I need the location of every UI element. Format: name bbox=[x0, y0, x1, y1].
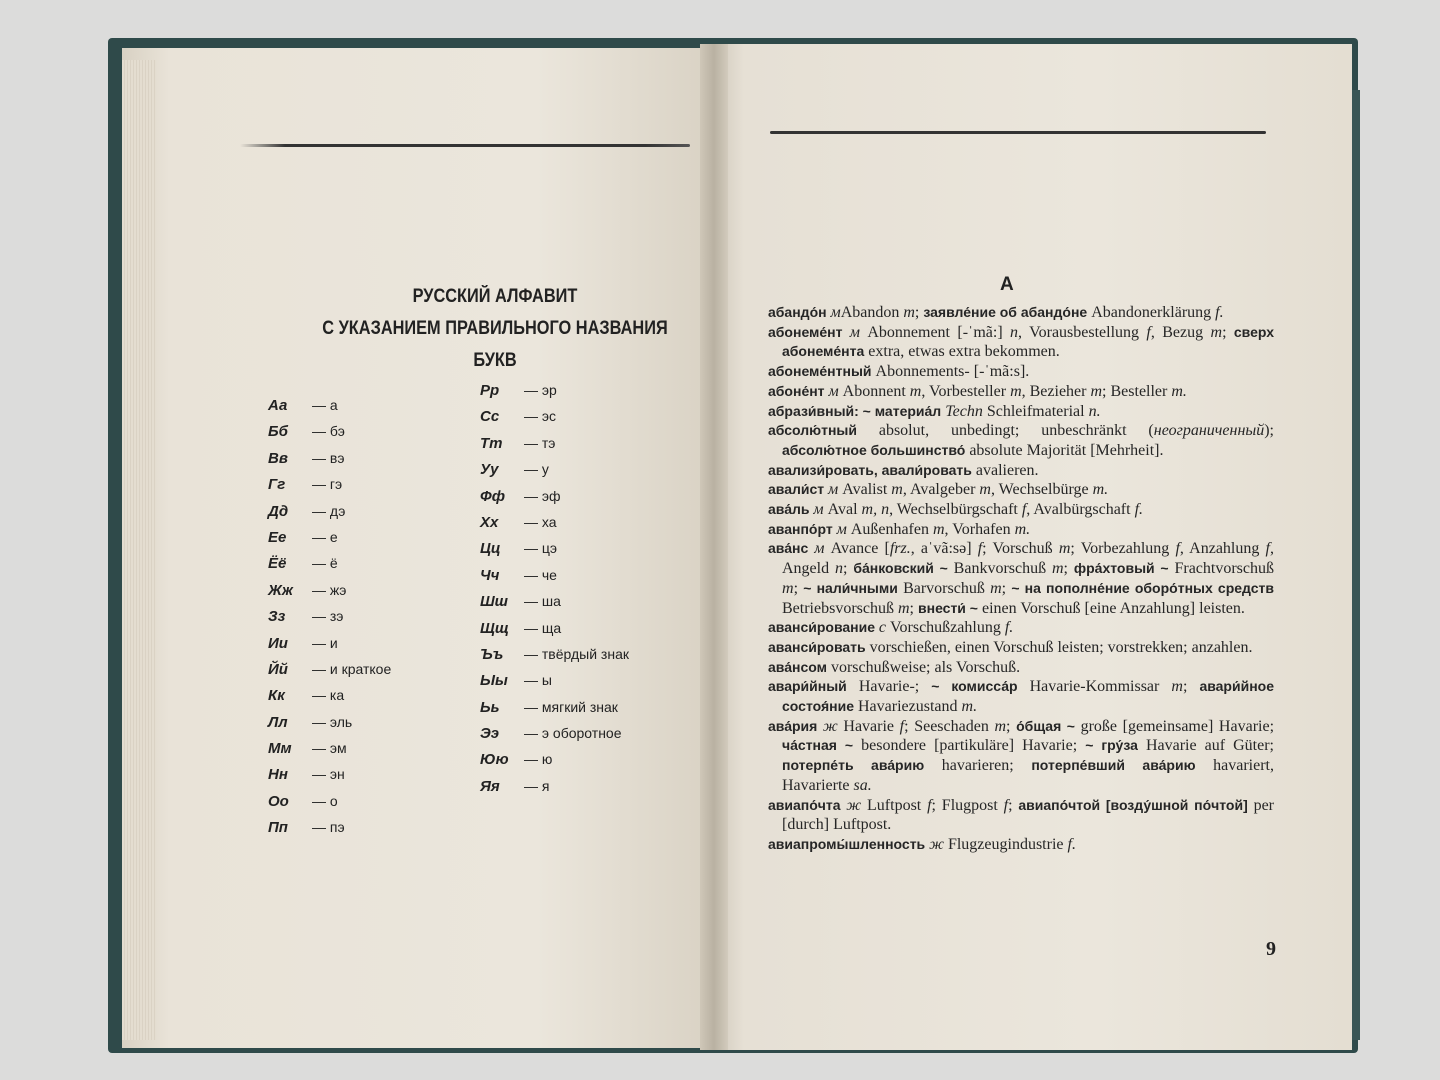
letter-pair: Щщ bbox=[480, 619, 509, 637]
letter-pair: Ыы bbox=[480, 672, 508, 690]
translation: , Vorbesteller bbox=[921, 382, 1011, 400]
letter-pair: Жж bbox=[268, 581, 293, 599]
translation: Abandon bbox=[840, 304, 904, 321]
alphabet-row bbox=[480, 535, 629, 561]
letter-name: — е bbox=[312, 528, 338, 545]
letter-pair: Юю bbox=[480, 751, 509, 769]
translation: , Vorausbestellung bbox=[1018, 323, 1147, 341]
alphabet-row bbox=[268, 524, 391, 550]
dictionary-entry bbox=[768, 480, 1274, 500]
translation: , Bezug bbox=[1150, 323, 1211, 341]
translation: ; Besteller bbox=[1102, 382, 1172, 400]
grammar-note: f bbox=[1265, 540, 1270, 558]
translation: Luftpost bbox=[861, 796, 928, 814]
alphabet-title-line-1: РУССКИЙ АЛФАВИТ bbox=[412, 286, 578, 307]
grammar-note: с bbox=[878, 619, 887, 637]
alphabet-row bbox=[268, 577, 391, 603]
translation: ; Vorbezahlung bbox=[1070, 540, 1176, 558]
alphabet-row bbox=[480, 562, 629, 588]
headword: ава́рия bbox=[768, 717, 823, 734]
grammar-note: m bbox=[1210, 323, 1223, 341]
letter-name: — ха bbox=[524, 513, 557, 530]
grammar-note: f. bbox=[1215, 304, 1224, 321]
letter-pair: Цц bbox=[480, 540, 501, 558]
alphabet-row bbox=[268, 392, 391, 418]
letter-pair: Йй bbox=[268, 660, 288, 678]
grammar-note: f bbox=[977, 540, 983, 558]
headword: потерпе́ть ава́рию bbox=[782, 757, 925, 774]
letter-pair: Мм bbox=[268, 740, 292, 758]
grammar-note: m bbox=[891, 481, 903, 499]
translation: Abonnent bbox=[838, 382, 910, 400]
alphabet-row bbox=[268, 656, 391, 682]
grammar-note: Techn bbox=[941, 402, 983, 420]
letter-name: — а bbox=[312, 397, 338, 413]
translation: Havarie-Kommissar bbox=[1017, 678, 1172, 696]
letter-pair: Ээ bbox=[480, 725, 500, 743]
dictionary-entry bbox=[768, 362, 1274, 382]
letter-name: — э оборотное bbox=[524, 725, 622, 742]
dictionary-entry bbox=[768, 500, 1274, 520]
letter-name: — пэ bbox=[312, 819, 345, 836]
translation: ; bbox=[1182, 678, 1200, 696]
letter-pair: Аа bbox=[268, 397, 288, 414]
grammar-note: m bbox=[897, 599, 910, 617]
dictionary-entry bbox=[768, 618, 1274, 638]
letter-name: — дэ bbox=[312, 502, 346, 519]
alphabet-row bbox=[268, 788, 391, 814]
dictionary-entry bbox=[768, 461, 1274, 481]
headword: ава́нс bbox=[768, 540, 815, 557]
translation: , Avalbürgschaft bbox=[1026, 501, 1135, 519]
alphabet-title-line-2: С УКАЗАНИЕМ ПРАВИЛЬНОГО НАЗВАНИЯ bbox=[322, 318, 668, 339]
letter-name: — бэ bbox=[312, 423, 345, 440]
grammar-note: n bbox=[1010, 323, 1019, 341]
alphabet-column-right bbox=[480, 377, 629, 799]
grammar-note: f bbox=[1175, 540, 1180, 558]
letter-pair: Ъъ bbox=[480, 645, 504, 663]
translation: Betriebsvorschuß bbox=[782, 599, 898, 617]
translation: Bankvorschuß bbox=[947, 560, 1052, 578]
translation: vorschußweise; als Vorschuß. bbox=[826, 658, 1021, 676]
translation: ; bbox=[1063, 560, 1074, 578]
translation: ; Flugpost bbox=[931, 796, 1004, 814]
grammar-note: m bbox=[990, 579, 1002, 597]
grammar-note: ж bbox=[822, 717, 838, 735]
letter-name: — цэ bbox=[524, 540, 558, 557]
headword: абсолю́тное большинство́ bbox=[782, 441, 966, 458]
grammar-note: m bbox=[979, 481, 991, 499]
translation: ; bbox=[1001, 579, 1012, 597]
letter-name: — ща bbox=[524, 619, 562, 636]
dictionary-entry bbox=[768, 323, 1274, 362]
headword: авализи́ровать, авали́ровать bbox=[768, 461, 972, 478]
dictionary-entry bbox=[768, 835, 1274, 855]
translation: ; Vorschuß bbox=[982, 540, 1059, 558]
translation: , Angeld bbox=[782, 540, 1274, 578]
headword: аванси́рование bbox=[768, 619, 879, 636]
grammar-note: m. bbox=[961, 698, 978, 716]
headword: ча́стная ~ bbox=[782, 737, 854, 754]
headword: авиапо́чтой [возду́шной по́чтой] bbox=[1018, 796, 1248, 813]
page-edges bbox=[122, 60, 156, 1040]
left-header-rule bbox=[240, 144, 690, 147]
letter-name: — ё bbox=[312, 555, 338, 572]
translation: , Anzahlung bbox=[1179, 540, 1266, 558]
letter-name: — зэ bbox=[312, 608, 344, 625]
translation: absolut, unbedingt; unbeschränkt ( bbox=[856, 422, 1154, 440]
letter-name: — ю bbox=[524, 751, 553, 768]
grammar-note: f. bbox=[1004, 619, 1014, 637]
translation: Flugzeugindustrie bbox=[943, 835, 1068, 853]
grammar-note: f bbox=[927, 796, 932, 814]
letter-pair: Ее bbox=[268, 528, 287, 546]
letter-pair: Шш bbox=[480, 593, 509, 611]
headword: авари́йный bbox=[768, 678, 847, 695]
dictionary-entry bbox=[768, 796, 1274, 835]
letter-name: — эм bbox=[312, 740, 347, 757]
translation: Avalist bbox=[838, 481, 892, 499]
page-number: 9 bbox=[1266, 938, 1276, 960]
letter-name: — мягкий знак bbox=[524, 698, 618, 715]
translation: Abandonerklärung bbox=[1087, 304, 1216, 321]
translation: ; bbox=[1222, 323, 1234, 341]
alphabet-title-line-3: БУКВ bbox=[473, 350, 517, 371]
translation: Avance [ bbox=[824, 540, 890, 558]
headword: ~ на пополне́ние оборо́тных средств bbox=[1011, 579, 1274, 596]
letter-name: — эр bbox=[524, 382, 557, 398]
headword: ~ нали́чными bbox=[803, 579, 898, 596]
letter-name: — жэ bbox=[312, 581, 347, 598]
alphabet-row bbox=[480, 377, 629, 403]
letter-pair: Зз bbox=[268, 608, 286, 626]
translation: havarieren; bbox=[924, 757, 1032, 775]
letter-pair: Рр bbox=[480, 382, 500, 399]
grammar-note: неограниченный bbox=[1153, 422, 1265, 440]
translation: ; bbox=[1006, 717, 1017, 735]
alphabet-row bbox=[268, 418, 391, 444]
grammar-note: m. bbox=[1171, 382, 1187, 400]
grammar-note: m bbox=[1171, 678, 1183, 696]
letter-name: — гэ bbox=[312, 476, 343, 493]
letter-name: — я bbox=[524, 777, 550, 794]
grammar-note: м bbox=[828, 382, 839, 400]
letter-name: — ы bbox=[524, 672, 552, 689]
headword: сверх абонеме́нта bbox=[782, 323, 1275, 360]
letter-name: — у bbox=[524, 461, 549, 478]
dictionary-entry bbox=[768, 638, 1274, 658]
grammar-note: м bbox=[813, 501, 824, 519]
dictionary-entry bbox=[768, 677, 1274, 716]
grammar-note: m bbox=[1090, 382, 1103, 400]
translation: , Bezieher bbox=[1021, 382, 1091, 400]
alphabet-row bbox=[268, 682, 391, 708]
translation: Havarie-; bbox=[846, 678, 932, 696]
grammar-note: m bbox=[932, 520, 945, 538]
translation: Abonnement [-ˈmã:] bbox=[859, 323, 1011, 341]
grammar-note: m. bbox=[1014, 520, 1031, 538]
letter-name: — эн bbox=[312, 766, 345, 783]
letter-name: — вэ bbox=[312, 449, 345, 466]
letter-pair: Хх bbox=[480, 513, 499, 531]
grammar-note: м bbox=[814, 540, 825, 558]
letter-pair: Сс bbox=[480, 408, 500, 426]
headword: фра́хтовый ~ bbox=[1073, 560, 1169, 577]
translation: ; Seeschaden bbox=[904, 717, 995, 735]
headword: абонеме́нт bbox=[768, 323, 850, 340]
translation: ; bbox=[793, 579, 804, 597]
alphabet-row bbox=[480, 746, 629, 772]
translation: extra, etwas extra bekommen. bbox=[864, 343, 1060, 361]
letter-name: — ша bbox=[524, 593, 561, 610]
alphabet-row bbox=[268, 735, 391, 761]
headword: о́бщая ~ bbox=[1016, 717, 1075, 734]
translation: ; bbox=[914, 304, 924, 321]
letter-pair: Гг bbox=[268, 476, 286, 494]
grammar-note: frz. bbox=[889, 540, 911, 558]
dictionary-entry bbox=[768, 303, 1274, 323]
letter-name: — о bbox=[312, 792, 338, 809]
translation: Außenhafen bbox=[846, 520, 933, 538]
letter-name: — тэ bbox=[524, 434, 556, 451]
translation: avalieren. bbox=[971, 461, 1039, 479]
headword: заявле́ние об абандо́не bbox=[923, 304, 1088, 320]
headword: абсолю́тный bbox=[768, 422, 857, 439]
translation: ; bbox=[842, 560, 854, 578]
grammar-note: m bbox=[1051, 560, 1064, 578]
translation: Aval bbox=[823, 501, 862, 519]
alphabet-row bbox=[268, 445, 391, 471]
headword: авиапромы́шленность bbox=[768, 835, 930, 852]
headword: абрази́вный: ~ материа́л bbox=[768, 402, 942, 419]
letter-pair: Лл bbox=[268, 713, 288, 731]
grammar-note: sa. bbox=[853, 776, 872, 794]
translation: ; bbox=[1008, 796, 1019, 814]
grammar-note: f bbox=[899, 717, 905, 735]
alphabet-row bbox=[268, 709, 391, 735]
alphabet-row bbox=[268, 603, 391, 629]
grammar-note: ж bbox=[846, 796, 862, 814]
dictionary-entry bbox=[768, 520, 1274, 540]
translation: ); bbox=[1264, 422, 1274, 440]
letter-pair: Тт bbox=[480, 434, 503, 452]
translation: , Vorhafen bbox=[944, 520, 1015, 538]
headword: авали́ст bbox=[768, 481, 829, 498]
letter-pair: Нн bbox=[268, 766, 288, 784]
alphabet-row bbox=[480, 509, 629, 535]
alphabet-row bbox=[480, 483, 629, 509]
translation: , aˈvã:sə] bbox=[910, 540, 978, 558]
grammar-note: м bbox=[836, 520, 847, 538]
dictionary-entry bbox=[768, 539, 1274, 618]
headword: внести́ ~ bbox=[918, 599, 978, 616]
headword: аванси́ровать bbox=[768, 638, 866, 655]
translation: ; bbox=[909, 599, 918, 617]
letter-name: — и краткое bbox=[312, 660, 392, 677]
alphabet-row bbox=[480, 588, 629, 614]
letter-pair: Вв bbox=[268, 449, 288, 467]
translation: absolute Majorität [Mehrheit]. bbox=[965, 441, 1164, 459]
grammar-note: м bbox=[830, 304, 841, 321]
grammar-note: f. bbox=[1067, 835, 1076, 853]
grammar-note: m bbox=[903, 304, 915, 321]
grammar-note: m bbox=[909, 382, 922, 400]
letter-pair: Чч bbox=[480, 566, 500, 584]
translation: Havariezustand bbox=[854, 698, 962, 716]
letter-pair: Кк bbox=[268, 687, 285, 705]
alphabet-row bbox=[480, 773, 629, 799]
grammar-note: f bbox=[1021, 501, 1027, 519]
translation: Schleifmaterial bbox=[982, 402, 1089, 420]
translation: Havarie auf Güter; bbox=[1137, 737, 1274, 755]
headword: потерпе́вший ава́рию bbox=[1031, 757, 1196, 774]
headword: абоне́нт bbox=[768, 382, 829, 399]
book-gutter bbox=[700, 44, 728, 1050]
dictionary-entry bbox=[768, 658, 1274, 678]
right-header-rule bbox=[770, 131, 1266, 134]
alphabet-row bbox=[480, 430, 629, 456]
letter-pair: Яя bbox=[480, 777, 500, 795]
headword: ба́нковский ~ bbox=[853, 560, 948, 577]
translation: Vorschußzahlung bbox=[886, 619, 1005, 637]
letter-pair: Оо bbox=[268, 792, 289, 810]
letter-name: — и bbox=[312, 634, 338, 651]
grammar-note: f. bbox=[1134, 501, 1144, 519]
grammar-note: m. bbox=[1092, 481, 1109, 499]
translation: , Wechselbürgschaft bbox=[889, 501, 1022, 519]
alphabet-row bbox=[480, 615, 629, 641]
grammar-note: m bbox=[782, 579, 794, 597]
grammar-note: m, n bbox=[861, 501, 890, 519]
letter-pair: Пп bbox=[268, 819, 288, 837]
headword: ава́ль bbox=[768, 501, 814, 518]
alphabet-column-left bbox=[268, 392, 391, 841]
letter-pair: Фф bbox=[480, 487, 505, 505]
headword: аванпо́рт bbox=[768, 520, 837, 537]
letter-name: — твёрдый знак bbox=[524, 645, 629, 662]
translation: Havarie bbox=[837, 717, 900, 735]
alphabet-row bbox=[268, 814, 391, 840]
headword: ава́нсом bbox=[768, 658, 827, 675]
letter-pair: Бб bbox=[268, 423, 288, 441]
headword: авиапо́чта bbox=[768, 796, 847, 813]
letter-name: — че bbox=[524, 566, 557, 583]
alphabet-row bbox=[268, 550, 391, 576]
headword: авари́йное состоя́ние bbox=[782, 678, 1274, 715]
translation: per [durch] Luftpost. bbox=[782, 796, 1275, 834]
letter-pair: Ёё bbox=[268, 555, 287, 573]
grammar-note: f bbox=[1003, 796, 1009, 814]
translation: große [gemeinsame] Havarie; bbox=[1074, 717, 1275, 735]
grammar-note: m bbox=[1010, 382, 1022, 400]
dictionary-entries bbox=[768, 303, 1274, 855]
translation: besondere [partikuläre] Havarie; bbox=[853, 737, 1086, 755]
alphabet-row bbox=[480, 641, 629, 667]
grammar-note: ж bbox=[929, 835, 944, 853]
dictionary-entry bbox=[768, 382, 1274, 402]
alphabet-row bbox=[268, 761, 391, 787]
headword: ~ комисса́р bbox=[931, 678, 1018, 695]
grammar-note: n bbox=[834, 560, 843, 578]
translation: , Wechselbürge bbox=[990, 481, 1093, 499]
alphabet-row bbox=[268, 498, 391, 524]
alphabet-row bbox=[268, 630, 391, 656]
grammar-note: n. bbox=[1088, 402, 1101, 420]
section-letter: А bbox=[1000, 274, 1014, 295]
translation: , Avalgeber bbox=[902, 481, 980, 499]
translation: havariert, Havarierte bbox=[782, 757, 1275, 794]
grammar-note: m bbox=[1058, 540, 1071, 558]
letter-pair: Уу bbox=[480, 461, 499, 479]
letter-pair: Ии bbox=[268, 634, 288, 652]
letter-pair: Ьь bbox=[480, 698, 500, 716]
alphabet-row bbox=[480, 720, 629, 746]
grammar-note: м bbox=[828, 481, 839, 499]
headword: абонеме́нтный bbox=[768, 363, 872, 380]
letter-pair: Дд bbox=[268, 502, 289, 520]
alphabet-row bbox=[480, 403, 629, 429]
translation: Barvorschuß bbox=[897, 579, 991, 597]
alphabet-row bbox=[480, 456, 629, 482]
letter-name: — эф bbox=[524, 487, 561, 504]
grammar-note: m bbox=[994, 717, 1007, 735]
letter-name: — ка bbox=[312, 687, 345, 704]
translation: Abonnements- [-ˈmã:s]. bbox=[871, 363, 1030, 381]
translation: Frachtvorschuß bbox=[1168, 560, 1275, 578]
letter-name: — эс bbox=[524, 408, 557, 425]
headword: ~ гру́за bbox=[1085, 737, 1138, 754]
letter-name: — эль bbox=[312, 713, 353, 730]
alphabet-row bbox=[480, 667, 629, 693]
dictionary-entry bbox=[768, 421, 1274, 460]
grammar-note: f bbox=[1146, 323, 1151, 341]
alphabet-row bbox=[268, 471, 391, 497]
alphabet-row bbox=[480, 694, 629, 720]
dictionary-entry bbox=[768, 402, 1274, 422]
dictionary-entry bbox=[768, 717, 1274, 796]
translation: vorschießen, einen Vorschuß leisten; vorstrekken; anzahlen. bbox=[865, 638, 1253, 656]
grammar-note: м bbox=[849, 323, 860, 341]
headword: абандо́н bbox=[768, 304, 831, 320]
translation: einen Vorschuß [eine Anzahlung] leisten. bbox=[977, 599, 1245, 617]
